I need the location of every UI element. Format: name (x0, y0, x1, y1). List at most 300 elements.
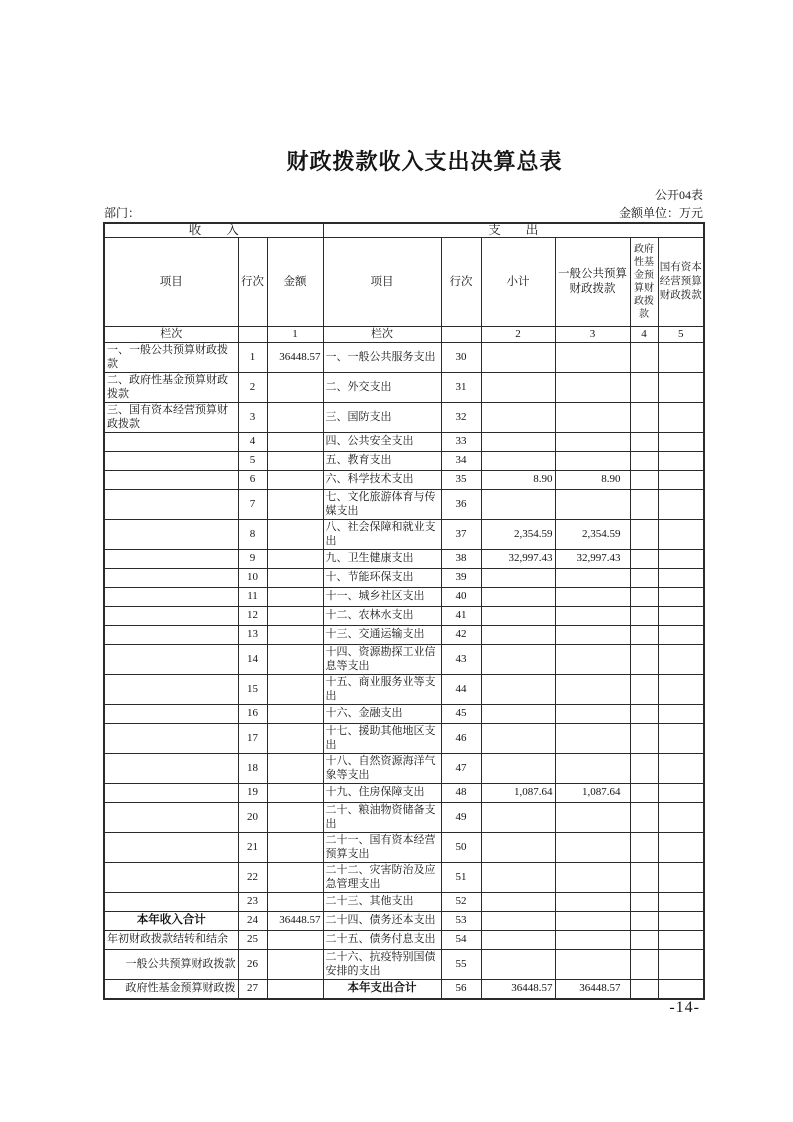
table-row (104, 607, 704, 626)
table-row (104, 343, 704, 373)
expense-item-cell: 九、卫生健康支出 (323, 550, 441, 569)
subtotal-cell (481, 950, 555, 980)
income-line-cell: 19 (238, 784, 267, 803)
general-budget-cell (555, 950, 630, 980)
table-row (104, 980, 704, 1000)
subtotal-cell: 1,087.64 (481, 784, 555, 803)
income-amount-cell (267, 471, 323, 490)
subtotal-cell (481, 433, 555, 452)
expense-item-cell: 二十四、债务还本支出 (323, 912, 441, 931)
page-number: -14- (669, 999, 700, 1016)
expense-item-cell: 十四、资源勘探工业信息等支出 (323, 645, 441, 675)
table-row (104, 490, 704, 520)
income-amount-cell (267, 724, 323, 754)
table-row (104, 452, 704, 471)
subtotal-cell (481, 645, 555, 675)
expense-item-cell: 十九、住房保障支出 (323, 784, 441, 803)
expense-item-cell: 二十、粮油物资储备支出 (323, 803, 441, 833)
col-header-income-line: 行次 (238, 238, 267, 327)
income-line-cell: 10 (238, 569, 267, 588)
general-budget-cell (555, 403, 630, 433)
general-budget-cell (555, 754, 630, 784)
table-row (104, 645, 704, 675)
income-item-cell: 本年收入合计 (104, 912, 238, 931)
expense-line-cell: 50 (441, 833, 481, 863)
table-row (104, 373, 704, 403)
state-capital-cell (658, 645, 704, 675)
income-line-cell: 27 (238, 980, 267, 1000)
subtotal-cell (481, 803, 555, 833)
table-row (104, 550, 704, 569)
expense-line-cell: 38 (441, 550, 481, 569)
income-item-cell (104, 784, 238, 803)
subtotal-cell (481, 675, 555, 705)
col-header-general-budget: 一般公共预算财政拨款 (555, 238, 630, 327)
column-index-income-amount: 1 (267, 327, 323, 343)
gov-fund-cell (630, 980, 658, 1000)
state-capital-cell (658, 705, 704, 724)
general-budget-cell: 2,354.59 (555, 520, 630, 550)
income-amount-cell (267, 403, 323, 433)
income-amount-cell (267, 950, 323, 980)
income-item-cell: 一般公共预算财政拨款 (104, 950, 238, 980)
doc-code-label: 公开04表 (654, 188, 703, 202)
expense-item-cell: 一、一般公共服务支出 (323, 343, 441, 373)
gov-fund-cell (630, 343, 658, 373)
income-line-cell: 2 (238, 373, 267, 403)
income-line-cell: 25 (238, 931, 267, 950)
state-capital-cell (658, 550, 704, 569)
table-row (104, 893, 704, 912)
unit-label: 金额单位：万元 (618, 206, 703, 220)
table-row (104, 912, 704, 931)
gov-fund-cell (630, 471, 658, 490)
state-capital-cell (658, 569, 704, 588)
general-budget-cell (555, 373, 630, 403)
expense-line-cell: 56 (441, 980, 481, 1000)
state-capital-cell (658, 931, 704, 950)
income-amount-cell (267, 588, 323, 607)
income-amount-cell: 36448.57 (267, 912, 323, 931)
subtotal-cell: 32,997.43 (481, 550, 555, 569)
income-item-cell (104, 471, 238, 490)
state-capital-cell (658, 490, 704, 520)
income-amount-cell: 36448.57 (267, 343, 323, 373)
expense-item-cell: 十七、援助其他地区支出 (323, 724, 441, 754)
income-item-cell (104, 675, 238, 705)
gov-fund-cell (630, 893, 658, 912)
state-capital-cell (658, 588, 704, 607)
expense-line-cell: 44 (441, 675, 481, 705)
income-amount-cell (267, 893, 323, 912)
income-amount-cell (267, 863, 323, 893)
general-budget-cell (555, 490, 630, 520)
fiscal-appropriation-table (103, 222, 705, 1000)
income-line-cell: 7 (238, 490, 267, 520)
gov-fund-cell (630, 724, 658, 754)
income-section-header: 收 入 (104, 223, 323, 238)
expense-item-cell: 十三、交通运输支出 (323, 626, 441, 645)
table-row (104, 950, 704, 980)
income-line-cell: 18 (238, 754, 267, 784)
column-header-row (104, 238, 704, 327)
general-budget-cell (555, 833, 630, 863)
income-item-cell: 三、国有资本经营预算财政拨款 (104, 403, 238, 433)
expense-item-cell: 三、国防支出 (323, 403, 441, 433)
income-amount-cell (267, 433, 323, 452)
income-line-cell: 17 (238, 724, 267, 754)
income-item-cell (104, 588, 238, 607)
gov-fund-cell (630, 550, 658, 569)
subtotal-cell (481, 607, 555, 626)
expense-line-cell: 30 (441, 343, 481, 373)
col-header-income-amount: 金额 (267, 238, 323, 327)
expense-item-cell: 十八、自然资源海洋气象等支出 (323, 754, 441, 784)
col-header-income-item: 项目 (104, 238, 238, 327)
income-line-cell: 4 (238, 433, 267, 452)
expense-item-cell: 四、公共安全支出 (323, 433, 441, 452)
column-index-gov-fund-budget: 4 (630, 327, 658, 343)
expense-line-cell: 33 (441, 433, 481, 452)
state-capital-cell (658, 403, 704, 433)
table-row (104, 471, 704, 490)
general-budget-cell (555, 607, 630, 626)
income-line-cell: 6 (238, 471, 267, 490)
general-budget-cell: 8.90 (555, 471, 630, 490)
income-amount-cell (267, 784, 323, 803)
subtotal-cell (481, 626, 555, 645)
income-line-cell: 14 (238, 645, 267, 675)
expense-line-cell: 39 (441, 569, 481, 588)
state-capital-cell (658, 912, 704, 931)
income-item-cell (104, 490, 238, 520)
gov-fund-cell (630, 373, 658, 403)
state-capital-cell (658, 343, 704, 373)
income-amount-cell (267, 803, 323, 833)
gov-fund-cell (630, 626, 658, 645)
state-capital-cell (658, 433, 704, 452)
state-capital-cell (658, 754, 704, 784)
expense-line-cell: 48 (441, 784, 481, 803)
expense-line-cell: 40 (441, 588, 481, 607)
income-amount-cell (267, 520, 323, 550)
general-budget-cell: 32,997.43 (555, 550, 630, 569)
subtotal-cell (481, 724, 555, 754)
income-line-cell: 5 (238, 452, 267, 471)
general-budget-cell (555, 626, 630, 645)
column-index-expense-label: 栏次 (323, 327, 441, 343)
table-row (104, 724, 704, 754)
income-amount-cell (267, 626, 323, 645)
gov-fund-cell (630, 912, 658, 931)
income-line-cell: 20 (238, 803, 267, 833)
income-line-cell: 16 (238, 705, 267, 724)
table-row (104, 626, 704, 645)
general-budget-cell (555, 803, 630, 833)
income-item-cell: 年初财政拨款结转和结余 (104, 931, 238, 950)
col-header-subtotal: 小计 (481, 238, 555, 327)
subtotal-cell (481, 754, 555, 784)
expense-item-cell: 七、文化旅游体育与传媒支出 (323, 490, 441, 520)
income-line-cell: 26 (238, 950, 267, 980)
income-line-cell: 24 (238, 912, 267, 931)
income-item-cell: 二、政府性基金预算财政拨款 (104, 373, 238, 403)
section-header-row (104, 223, 704, 238)
income-item-cell (104, 452, 238, 471)
expense-line-cell: 52 (441, 893, 481, 912)
income-amount-cell (267, 373, 323, 403)
gov-fund-cell (630, 950, 658, 980)
subtotal-cell (481, 452, 555, 471)
table-row (104, 863, 704, 893)
gov-fund-cell (630, 490, 658, 520)
table-row (104, 520, 704, 550)
state-capital-cell (658, 863, 704, 893)
income-line-cell: 12 (238, 607, 267, 626)
gov-fund-cell (630, 588, 658, 607)
income-line-cell: 15 (238, 675, 267, 705)
income-item-cell: 一、一般公共预算财政拨款 (104, 343, 238, 373)
income-line-cell: 21 (238, 833, 267, 863)
income-amount-cell (267, 645, 323, 675)
expense-item-cell: 八、社会保障和就业支出 (323, 520, 441, 550)
table-row (104, 433, 704, 452)
income-amount-cell (267, 833, 323, 863)
state-capital-cell (658, 893, 704, 912)
income-item-cell (104, 863, 238, 893)
income-item-cell (104, 754, 238, 784)
state-capital-cell (658, 980, 704, 1000)
subtotal-cell: 2,354.59 (481, 520, 555, 550)
state-capital-cell (658, 675, 704, 705)
subtotal-cell: 8.90 (481, 471, 555, 490)
column-index-income-label: 栏次 (104, 327, 238, 343)
subtotal-cell (481, 373, 555, 403)
column-index-subtotal: 2 (481, 327, 555, 343)
income-item-cell (104, 833, 238, 863)
expense-line-cell: 46 (441, 724, 481, 754)
income-item-cell (104, 520, 238, 550)
income-item-cell (104, 893, 238, 912)
state-capital-cell (658, 452, 704, 471)
gov-fund-cell (630, 645, 658, 675)
gov-fund-cell (630, 520, 658, 550)
expense-section-header: 支 出 (323, 223, 704, 238)
expense-item-cell: 二十六、抗疫特别国债安排的支出 (323, 950, 441, 980)
income-line-cell: 23 (238, 893, 267, 912)
expense-item-cell: 十六、金融支出 (323, 705, 441, 724)
gov-fund-cell (630, 705, 658, 724)
general-budget-cell (555, 452, 630, 471)
general-budget-cell (555, 863, 630, 893)
expense-line-cell: 43 (441, 645, 481, 675)
income-item-cell (104, 724, 238, 754)
expense-line-cell: 41 (441, 607, 481, 626)
subtotal-cell (481, 343, 555, 373)
subtotal-cell (481, 912, 555, 931)
expense-item-cell: 六、科学技术支出 (323, 471, 441, 490)
column-index-state-capital-budget: 5 (658, 327, 704, 343)
subtotal-cell (481, 863, 555, 893)
general-budget-cell: 36448.57 (555, 980, 630, 1000)
department-label: 部门： (104, 206, 141, 220)
general-budget-cell (555, 724, 630, 754)
expense-item-cell: 二十一、国有资本经营预算支出 (323, 833, 441, 863)
table-row (104, 833, 704, 863)
column-index-general-budget: 3 (555, 327, 630, 343)
expense-item-cell: 二十三、其他支出 (323, 893, 441, 912)
income-amount-cell (267, 490, 323, 520)
column-index-blank-income-line (238, 327, 267, 343)
income-line-cell: 1 (238, 343, 267, 373)
general-budget-cell (555, 705, 630, 724)
col-header-expense-line: 行次 (441, 238, 481, 327)
state-capital-cell (658, 471, 704, 490)
expense-line-cell: 55 (441, 950, 481, 980)
expense-item-cell: 十五、商业服务业等支出 (323, 675, 441, 705)
subtotal-cell (481, 569, 555, 588)
expense-line-cell: 49 (441, 803, 481, 833)
income-line-cell: 3 (238, 403, 267, 433)
table-row (104, 569, 704, 588)
gov-fund-cell (630, 833, 658, 863)
income-amount-cell (267, 705, 323, 724)
state-capital-cell (658, 626, 704, 645)
expense-item-cell: 十二、农林水支出 (323, 607, 441, 626)
expense-item-cell: 十、节能环保支出 (323, 569, 441, 588)
expense-line-cell: 37 (441, 520, 481, 550)
gov-fund-cell (630, 607, 658, 626)
table-row (104, 705, 704, 724)
state-capital-cell (658, 803, 704, 833)
general-budget-cell (555, 433, 630, 452)
expense-line-cell: 45 (441, 705, 481, 724)
table-row (104, 784, 704, 803)
subtotal-cell (481, 588, 555, 607)
state-capital-cell (658, 520, 704, 550)
income-item-cell (104, 803, 238, 833)
table-row (104, 931, 704, 950)
income-item-cell (104, 705, 238, 724)
expense-line-cell: 54 (441, 931, 481, 950)
expense-item-cell: 十一、城乡社区支出 (323, 588, 441, 607)
income-item-cell (104, 626, 238, 645)
gov-fund-cell (630, 863, 658, 893)
income-amount-cell (267, 607, 323, 626)
gov-fund-cell (630, 754, 658, 784)
subtotal-cell (481, 490, 555, 520)
gov-fund-cell (630, 403, 658, 433)
page-title: 财政拨款收入支出决算总表 (286, 149, 563, 174)
column-index-blank-expense-line (441, 327, 481, 343)
state-capital-cell (658, 833, 704, 863)
gov-fund-cell (630, 784, 658, 803)
table-row (104, 675, 704, 705)
table-row (104, 803, 704, 833)
general-budget-cell (555, 931, 630, 950)
col-header-state-capital-budget: 国有资本经营预算财政拨款 (658, 238, 704, 327)
expense-line-cell: 47 (441, 754, 481, 784)
income-item-cell (104, 645, 238, 675)
col-header-gov-fund-budget: 政府性基金预算财政拨款 (630, 238, 658, 327)
expense-line-cell: 42 (441, 626, 481, 645)
expense-line-cell: 32 (441, 403, 481, 433)
subtotal-cell: 36448.57 (481, 980, 555, 1000)
expense-line-cell: 51 (441, 863, 481, 893)
income-item-cell: 政府性基金预算财政拨 (104, 980, 238, 1000)
income-amount-cell (267, 452, 323, 471)
expense-item-cell: 本年支出合计 (323, 980, 441, 1000)
general-budget-cell (555, 569, 630, 588)
income-item-cell (104, 550, 238, 569)
expense-line-cell: 35 (441, 471, 481, 490)
state-capital-cell (658, 373, 704, 403)
gov-fund-cell (630, 675, 658, 705)
subtotal-cell (481, 403, 555, 433)
subtotal-cell (481, 893, 555, 912)
expense-line-cell: 31 (441, 373, 481, 403)
income-line-cell: 8 (238, 520, 267, 550)
state-capital-cell (658, 784, 704, 803)
income-amount-cell (267, 754, 323, 784)
table-body (104, 343, 704, 1000)
expense-item-cell: 二十二、灾害防治及应急管理支出 (323, 863, 441, 893)
col-header-expense-item: 项目 (323, 238, 441, 327)
income-item-cell (104, 607, 238, 626)
expense-item-cell: 二十五、债务付息支出 (323, 931, 441, 950)
subtotal-cell (481, 931, 555, 950)
subtotal-cell (481, 833, 555, 863)
income-amount-cell (267, 931, 323, 950)
general-budget-cell: 1,087.64 (555, 784, 630, 803)
gov-fund-cell (630, 452, 658, 471)
income-line-cell: 9 (238, 550, 267, 569)
expense-item-cell: 五、教育支出 (323, 452, 441, 471)
gov-fund-cell (630, 433, 658, 452)
income-amount-cell (267, 569, 323, 588)
expense-line-cell: 34 (441, 452, 481, 471)
expense-line-cell: 53 (441, 912, 481, 931)
column-index-row (104, 327, 704, 343)
general-budget-cell (555, 912, 630, 931)
table-row (104, 754, 704, 784)
income-line-cell: 22 (238, 863, 267, 893)
subtotal-cell (481, 705, 555, 724)
general-budget-cell (555, 893, 630, 912)
income-item-cell (104, 569, 238, 588)
state-capital-cell (658, 724, 704, 754)
state-capital-cell (658, 950, 704, 980)
gov-fund-cell (630, 569, 658, 588)
general-budget-cell (555, 343, 630, 373)
gov-fund-cell (630, 931, 658, 950)
income-amount-cell (267, 550, 323, 569)
income-item-cell (104, 433, 238, 452)
expense-line-cell: 36 (441, 490, 481, 520)
expense-item-cell: 二、外交支出 (323, 373, 441, 403)
income-amount-cell (267, 675, 323, 705)
income-line-cell: 13 (238, 626, 267, 645)
table-row (104, 403, 704, 433)
general-budget-cell (555, 675, 630, 705)
table-row (104, 588, 704, 607)
income-amount-cell (267, 980, 323, 1000)
general-budget-cell (555, 645, 630, 675)
general-budget-cell (555, 588, 630, 607)
gov-fund-cell (630, 803, 658, 833)
state-capital-cell (658, 607, 704, 626)
income-line-cell: 11 (238, 588, 267, 607)
